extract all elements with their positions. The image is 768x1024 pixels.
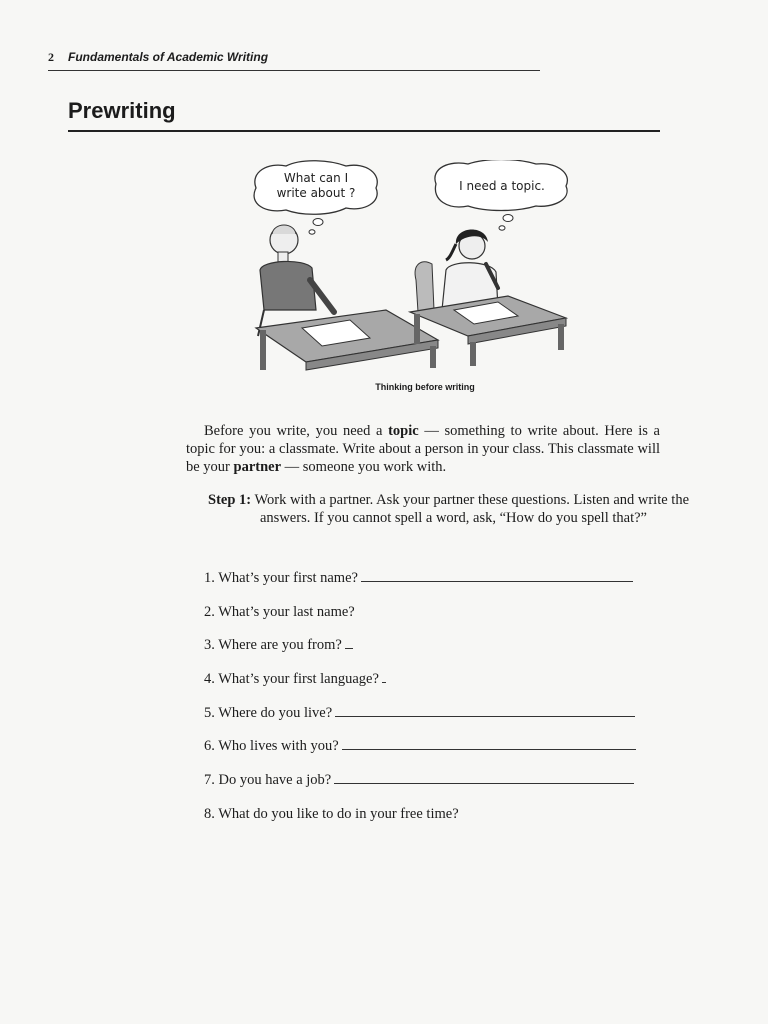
- illustration-caption: Thinking before writing: [375, 382, 475, 392]
- answer-line-2[interactable]: [358, 614, 634, 616]
- question-2-text: 2. What’s your last name?: [204, 604, 355, 620]
- answer-line-1[interactable]: [361, 580, 633, 582]
- section-title: Prewriting: [68, 98, 660, 132]
- question-6: [204, 738, 636, 755]
- answer-line-3[interactable]: [345, 647, 353, 649]
- term-topic: topic: [388, 423, 419, 439]
- intro-paragraph: [186, 422, 660, 476]
- question-2: [204, 604, 634, 621]
- step-label: Step 1:: [208, 492, 252, 508]
- answer-line-4[interactable]: [382, 681, 386, 683]
- left-desk: [256, 310, 438, 370]
- question-1-text: 1. What’s your first name?: [204, 570, 358, 586]
- thought-bubble-left: [254, 161, 377, 234]
- step-1-instructions: [208, 491, 710, 527]
- question-1: [204, 570, 633, 587]
- term-partner: partner: [233, 459, 282, 475]
- answer-line-7[interactable]: [334, 782, 634, 784]
- page-number: 2: [48, 50, 54, 64]
- svg-text:write about ?: write about ?: [276, 186, 356, 200]
- intro-text-2: — something to write about. Here is a topic for you: a classmate. Write about a person in your class. This classmate will be your: [186, 423, 660, 475]
- step-text: Work with a partner. Ask your partner these questions. Listen and write the answers. If you cannot spell a word, ask, “How do you spell that?”: [254, 492, 690, 526]
- question-4: [204, 671, 386, 688]
- question-6-text: 6. Who lives with you?: [204, 738, 339, 754]
- answer-line-5[interactable]: [335, 715, 635, 717]
- book-title: Fundamentals of Academic Writing: [68, 50, 269, 64]
- svg-text:What can I: What can I: [283, 171, 349, 185]
- intro-text-1: Before you write, you need a: [204, 423, 389, 439]
- question-8-text: 8. What do you like to do in your free time?: [204, 806, 459, 822]
- question-4-text: 4. What’s your first language?: [204, 671, 379, 687]
- question-8: [204, 806, 622, 823]
- question-7-text: 7. Do you have a job?: [204, 772, 332, 788]
- running-head: [48, 50, 540, 71]
- thought-bubble-right: [435, 160, 567, 230]
- intro-text-3: — someone you work with.: [281, 459, 447, 475]
- question-3: [204, 637, 353, 654]
- answer-line-8[interactable]: [462, 816, 622, 818]
- students-thinking-illustration: [246, 160, 576, 375]
- question-7: [204, 772, 634, 789]
- question-5-text: 5. Where do you live?: [204, 705, 333, 721]
- svg-text:I need a topic.: I need a topic.: [459, 179, 545, 193]
- answer-line-6[interactable]: [342, 748, 636, 750]
- question-5: [204, 705, 635, 722]
- question-3-text: 3. Where are you from?: [204, 637, 342, 653]
